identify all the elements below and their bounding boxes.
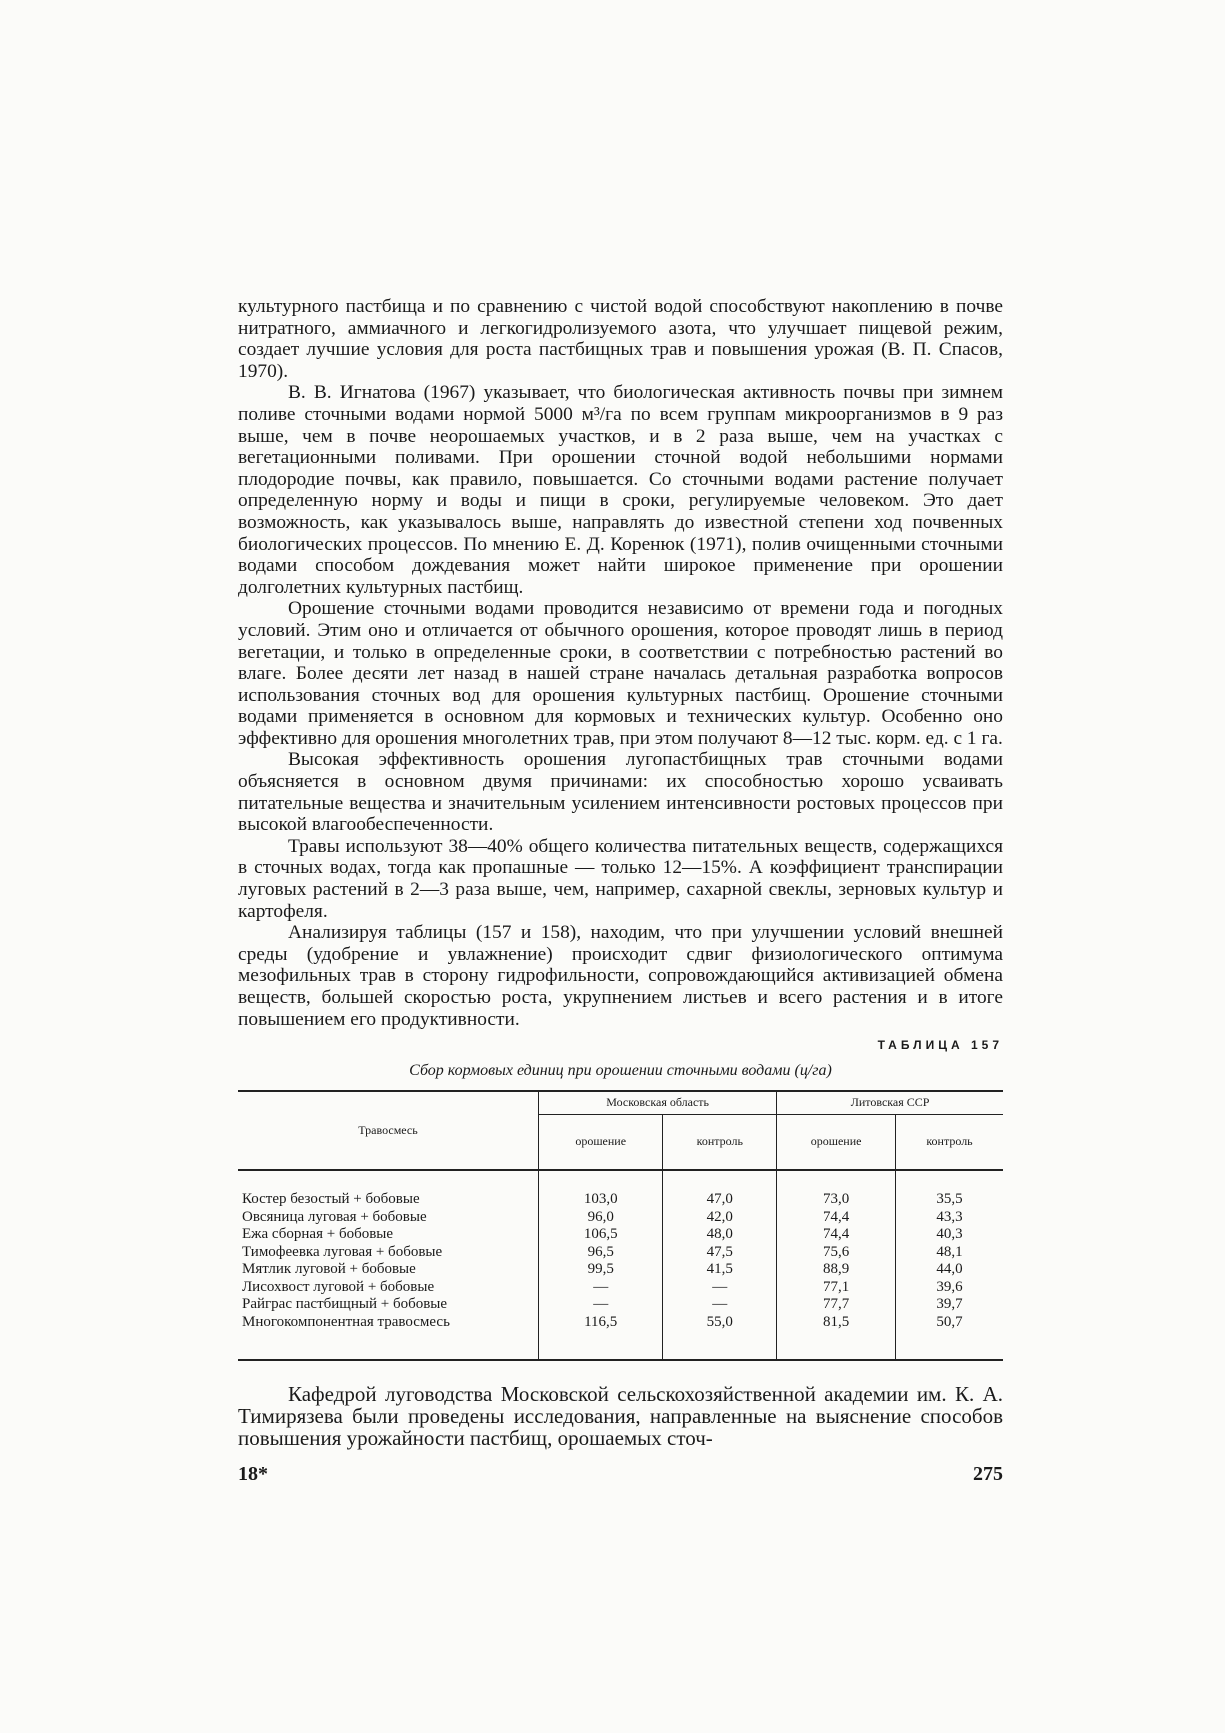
paragraph-5: Травы используют 38—40% общего количества питательных веществ, содержащихся в сточных водах, тогда как пропашные — только 12—15%. А коэффициент транспирации луговых растений в 2—3 раза выше, чем, например, сахарной свеклы, зерновых культур и картофеля. [238,835,1003,922]
paragraph-after-table: Кафедрой луговодства Московской сельскохозяйственной академии им. К. А. Тимирязева были проведены исследования, направленные на выяснение способов повышения урожайности пастбищ, орошаемых сточ- [238,1382,1003,1451]
cell-value: 96,0 [539,1209,663,1227]
cell-value: 39,6 [936,1278,963,1295]
table-row [238,1209,1003,1227]
data-table [238,1090,1003,1361]
subheader-control: контроль [663,1115,777,1171]
row-name: Костер безостый + бобовые [238,1170,539,1209]
paragraph-2: В. В. Игнатова (1967) указывает, что биологическая активность почвы при зимнем поливе сточными водами нормой 5000 м³/га по всем группам микроорганизмов в 9 раз выше, чем в почве неорошаемых участков, и в 2 раза выше, чем на участках с вегетационными поливами. При орошении сточной водой небольшими нормами плодородие почвы, как правило, повышается. Со сточными водами растение получает определенную норму и воды и пищи в сроки, регулируемые человеком. Это дает возможность, как указывалось выше, направлять до известной степени ход почвенных биологических процессов. По мнению Е. Д. Коренюк (1971), полив очищенными сточными водами способом дождевания может найти широкое применение при орошении долголетних культурных пастбищ. [238,382,1003,598]
cell-value: 75,6 [777,1244,896,1262]
cell-value: 35,5 [936,1191,963,1208]
cell-value: 116,5 [539,1314,663,1361]
cell-value: 74,4 [777,1209,896,1227]
paragraph-3: Орошение сточными водами проводится независимо от времени года и погодных условий. Этим оно и отличается от обычного орошения, которое проводят лишь в период вегетации, и только в определенные сроки, в соответствии с потребностью растений во влаге. Более десяти лет назад в нашей стране началась детальная разработка вопросов использования сточных вод для орошения культурных пастбищ. Орошение сточными водами применяется в основном для кормовых и технических культур. Особенно оно эффективно для орошения многолетних трав, при этом получают 8—12 тыс. корм. ед. с 1 га. [238,598,1003,749]
paragraph-6: Анализируя таблицы (157 и 158), находим, что при улучшении условий внешней среды (удобрение и увлажнение) происходит сдвиг физиологического оптимума мезофильных трав в сторону гидрофильности, сопровождающийся активизацией обмена веществ, большей скоростью роста, укрупнением листьев и всего растения и в итоге повышением его продуктивности. [238,922,1003,1030]
paragraph-4: Высокая эффективность орошения лугопастбищных трав сточными водами объясняется в основном двумя причинами: их способностью хорошо усваивать питательные вещества и значительным усилением интенсивности ростовых процессов при высокой влагообеспеченности. [238,749,1003,836]
cell-value: 48,0 [663,1226,777,1244]
paragraph-1: культурного пастбища и по сравнению с чистой водой способствуют накоплению в почве нитратного, аммиачного и легкогидролизуемого азота, что улучшает пищевой режим, создает лучшие условия для роста пастбищных трав и повышения урожая (В. П. Спасов, 1970). [238,296,1003,382]
page-footer [238,1463,1003,1486]
cell-value: 99,5 [539,1261,663,1279]
cell-value: — [663,1296,777,1314]
row-name: Лисохвост луговой + бобовые [238,1279,539,1297]
cell-value: 41,5 [663,1261,777,1279]
cell-value: 106,5 [539,1226,663,1244]
table-row [238,1279,1003,1297]
table-row [238,1226,1003,1244]
cell-value: 74,4 [777,1226,896,1244]
cell-value: 42,0 [663,1209,777,1227]
table-label: ТАБЛИЦА 157 [877,1038,1003,1053]
cell-value: 73,0 [777,1170,896,1209]
page-number: 275 [973,1463,1003,1486]
row-name: Овсяница луговая + бобовые [238,1209,539,1227]
cell-value: 43,3 [936,1208,963,1225]
cell-value: 48,1 [936,1243,963,1260]
cell-value: — [539,1296,663,1314]
row-name: Тимофеевка луговая + бобовые [238,1244,539,1262]
cell-value: 88,9 [777,1261,896,1279]
cell-value: 47,5 [663,1244,777,1262]
cell-value: 39,7 [936,1296,963,1313]
cell-value: 55,0 [663,1314,777,1361]
cell-value: 50,7 [936,1313,963,1330]
stub-header: Травосмесь [238,1091,539,1170]
table-row [238,1296,1003,1314]
group-header-lithuania: Литовская ССР [777,1091,1003,1115]
row-name: Райграс пастбищный + бобовые [238,1296,539,1314]
table-row [238,1170,1003,1209]
table-row [238,1244,1003,1262]
cell-value: 47,0 [663,1170,777,1209]
cell-value: 81,5 [777,1314,896,1361]
cell-value: 96,5 [539,1244,663,1262]
cell-value: 103,0 [539,1170,663,1209]
cell-value: — [663,1279,777,1297]
page-content [238,296,1003,1486]
table-row [238,1261,1003,1279]
table-caption: Сбор кормовых единиц при орошении сточными водами (ц/га) [409,1062,832,1080]
cell-value: 77,7 [777,1296,896,1314]
row-name: Многокомпонентная травосмесь [238,1314,539,1361]
group-header-moscow: Московская область [539,1091,777,1115]
subheader-control: контроль [895,1115,1003,1171]
signature-mark: 18* [238,1463,268,1486]
row-name: Ежа сборная + бобовые [238,1226,539,1244]
row-name: Мятлик луговой + бобовые [238,1261,539,1279]
cell-value: 44,0 [936,1261,963,1278]
table-row [238,1314,1003,1361]
subheader-irrigation: орошение [539,1115,663,1171]
cell-value: 77,1 [777,1279,896,1297]
cell-value: 40,3 [936,1226,963,1243]
cell-value: — [539,1279,663,1297]
subheader-irrigation: орошение [777,1115,896,1171]
